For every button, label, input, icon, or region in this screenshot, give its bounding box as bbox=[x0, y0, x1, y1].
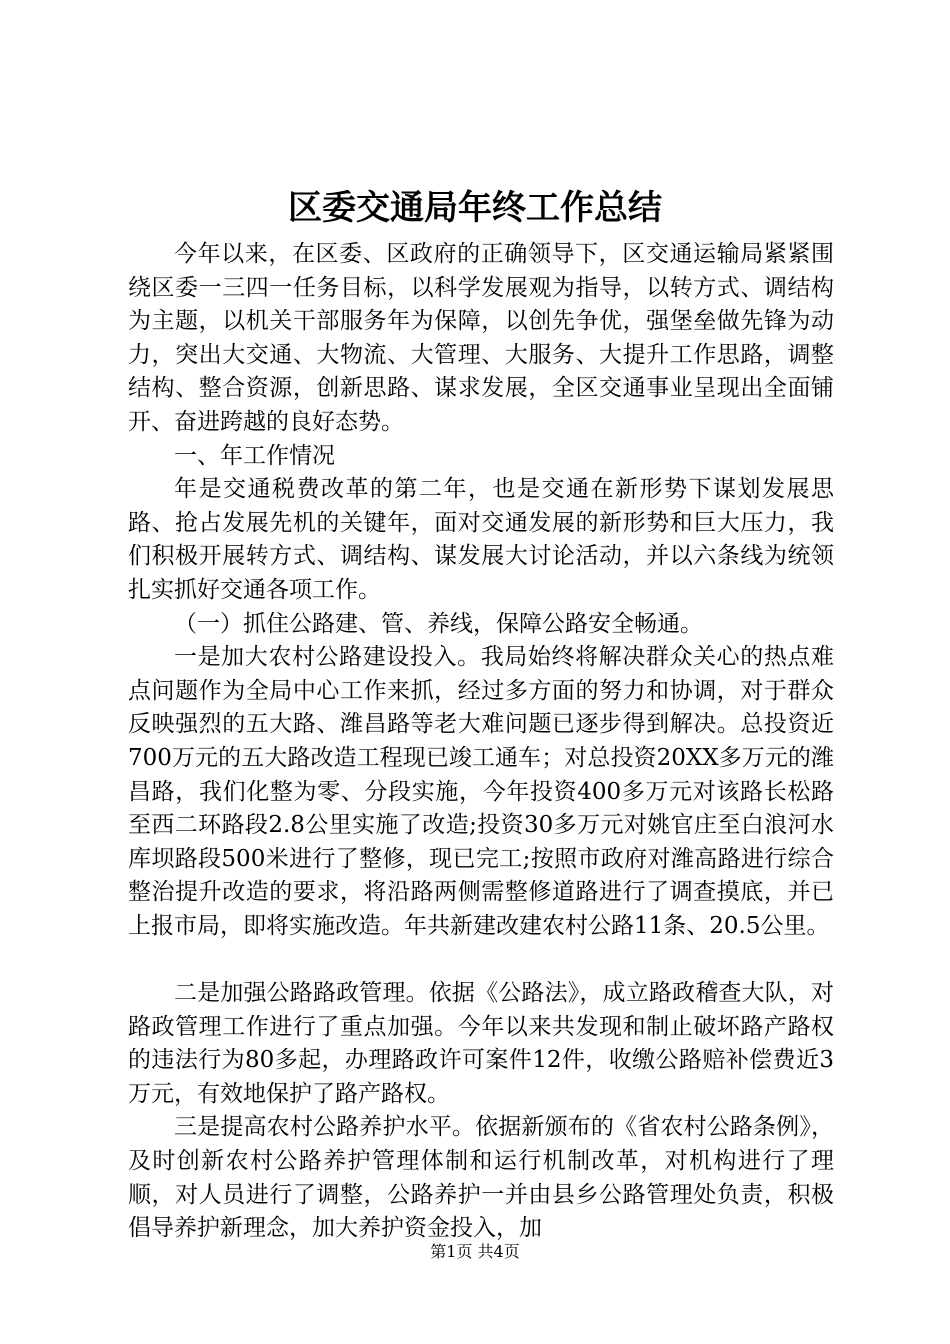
page-footer: 第1页 共4页 bbox=[430, 1242, 520, 1261]
paragraph-road-maintenance: 三是提高农村公路养护水平。依据新颁布的《省农村公路条例》，及时创新农村公路养护管理体制和运行机制改革，对机构进行了理顺，对人员进行了调整，公路养护一并由县乡公路管理处负责，积极倡导养护新理念，加大养护资金投入，加 bbox=[128, 1114, 834, 1242]
paragraph-intro: 今年以来，在区委、区政府的正确领导下，区交通运输局紧紧围绕区委一三四一任务目标，以科学发展观为指导，以转方式、调结构为主题，以机关干部服务年为保障，以创先争优，强堡垒做先锋为动力，突出大交通、大物流、大管理、大服务、大提升工作思路，调整结构、整合资源，创新思路、谋求发展，全区交通事业呈现出全面铺开、奋进跨越的良好态势。 bbox=[128, 241, 834, 435]
document-title: 区委交通局年终工作总结 bbox=[288, 188, 662, 228]
subsection-heading-1: （一）抓住公路建、管、养线，保障公路安全畅通。 bbox=[174, 610, 703, 637]
document-body bbox=[128, 238, 834, 1246]
paragraph-overview: 年是交通税费改革的第二年，也是交通在新形势下谋划发展思路、抢占发展先机的关键年，面对交通发展的新形势和巨大压力，我们积极开展转方式、调结构、谋发展大讨论活动，并以六条线为统领扎实抓好交通各项工作。 bbox=[128, 476, 834, 603]
paragraph-road-construction: 一是加大农村公路建设投入。我局始终将解决群众关心的热点难点问题作为全局中心工作来抓，经过多方面的努力和协调，对于群众反映强烈的五大路、潍昌路等老大难问题已逐步得到解决。总投资近700万元的五大路改造工程现已竣工通车；对总投资20XX多万元的潍昌路，我们化整为零、分段实施，今年投资400多万元对该路长松路至西二环路段2.8公里实施了改造;投资30多万元对姚官庄至白浪河水库坝路段500米进行了整修，现已完工;按照市政府对潍高路进行综合整治提升改造的要求，将沿路两侧需整修道路进行了调查摸底，并已上报市局，即将实施改造。年共新建改建农村公路11条、20.5公里。 bbox=[128, 644, 834, 939]
section-heading-1: 一、年工作情况 bbox=[174, 442, 335, 469]
paragraph-road-administration: 二是加强公路路政管理。依据《公路法》，成立路政稽查大队，对路政管理工作进行了重点加强。今年以来共发现和制止破坏路产路权的违法行为80多起，办理路政许可案件12件，收缴公路赔补偿费近3万元，有效地保护了路产路权。 bbox=[128, 980, 834, 1107]
